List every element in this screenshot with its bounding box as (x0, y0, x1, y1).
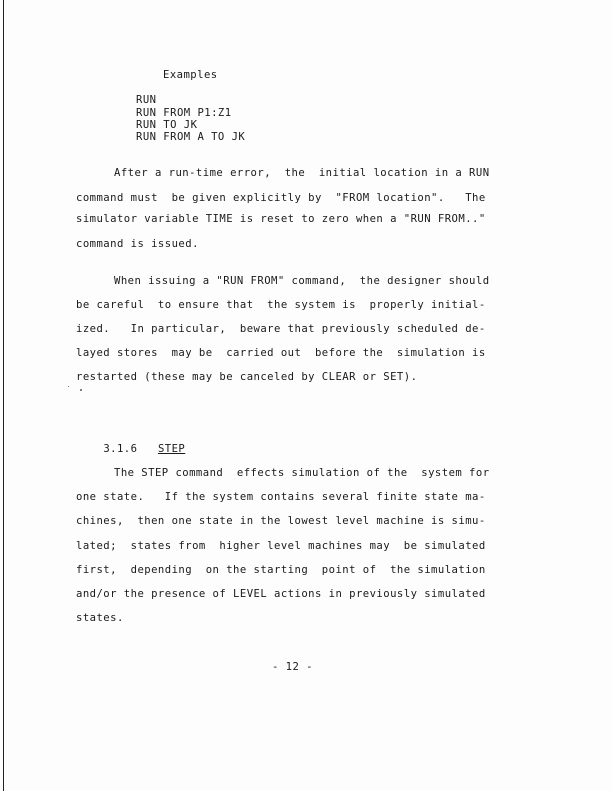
example-line: RUN TO JK (136, 119, 198, 131)
section-heading (76, 431, 185, 467)
scan-speck (80, 389, 82, 391)
paragraph-line: lated; states from higher level machines may be simulated (76, 540, 486, 552)
example-line: RUN FROM A TO JK (136, 131, 246, 143)
example-line: RUN FROM P1:Z1 (136, 107, 232, 119)
paragraph-line: chines, then one state in the lowest level machine is simu- (76, 515, 486, 527)
section-title: STEP (157, 443, 186, 455)
section-number: 3.1.6 (103, 443, 138, 455)
paragraph-line: The STEP command effects simulation of the system for (114, 467, 490, 479)
left-edge-rule (3, 0, 4, 791)
paragraph-line: simulator variable TIME is reset to zero when a "RUN FROM.." (76, 213, 486, 225)
examples-heading: Examples (163, 69, 218, 81)
paragraph-line: one state. If the system contains several finite state ma- (76, 491, 486, 503)
paragraph-line: layed stores may be carried out before the simulation is (76, 347, 486, 359)
paragraph-line: first, depending on the starting point of the simulation (76, 564, 486, 576)
paragraph-line: When issuing a "RUN FROM" command, the designer should (114, 275, 490, 287)
scan-speck (68, 386, 69, 387)
paragraph-line: command is issued. (76, 238, 199, 250)
paragraph-line: ized. In particular, beware that previously scheduled de- (76, 323, 486, 335)
example-line: RUN (136, 94, 157, 106)
page-number: - 12 - (272, 661, 313, 673)
paragraph-line: command must be given explicitly by "FROM location". The (76, 192, 486, 204)
paragraph-line: states. (76, 612, 124, 624)
paragraph-line: After a run-time error, the initial location in a RUN (114, 167, 490, 179)
paragraph-line: restarted (these may be canceled by CLEAR or SET). (76, 371, 418, 383)
paragraph-line: and/or the presence of LEVEL actions in previously simulated (76, 588, 486, 600)
paragraph-line: be careful to ensure that the system is properly initial- (76, 299, 486, 311)
